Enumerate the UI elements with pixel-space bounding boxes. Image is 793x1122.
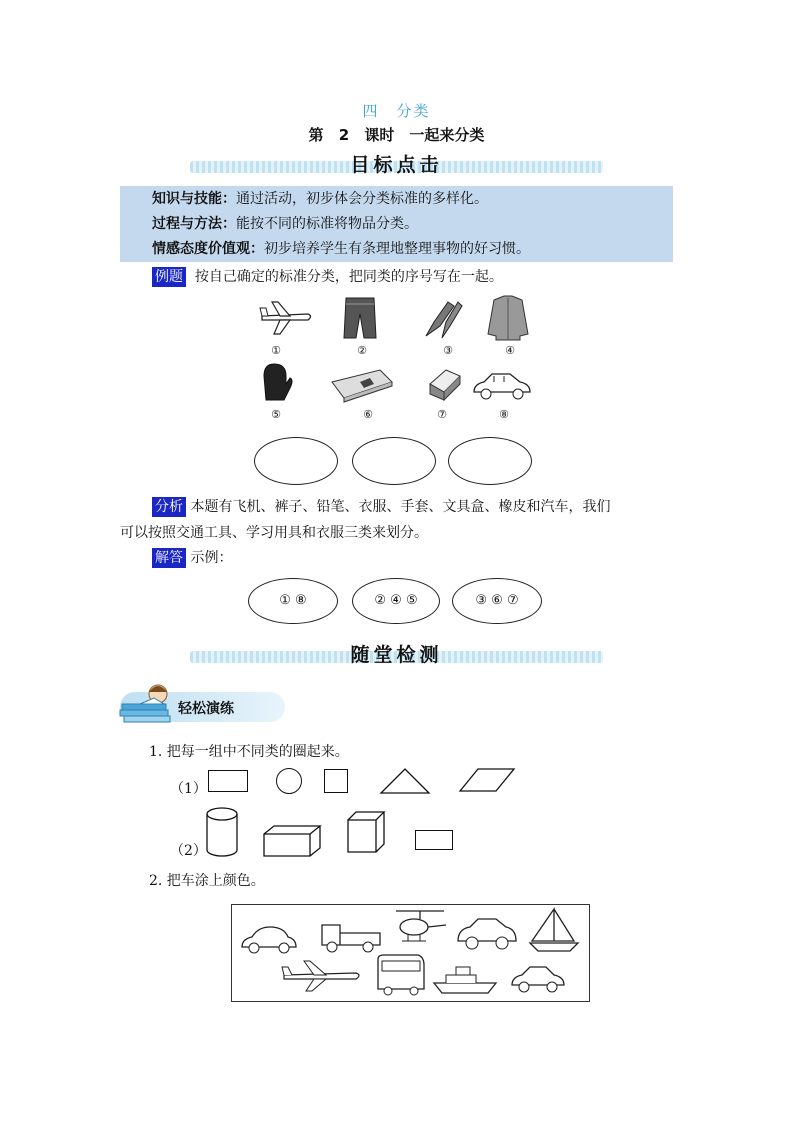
car-icon bbox=[470, 370, 534, 402]
answer-text: 示例： bbox=[190, 550, 233, 566]
helicopter-icon[interactable] bbox=[392, 907, 448, 947]
section-title: 随堂检测 bbox=[350, 644, 443, 666]
item-number: ⑧ bbox=[499, 408, 509, 421]
pants-icon bbox=[342, 296, 378, 342]
analysis-text: 本题有飞机、裤子、铅笔、衣服、手套、文具盒、橡皮和汽车，我们 bbox=[190, 499, 611, 515]
blank-oval bbox=[448, 437, 532, 485]
rectangle-shape[interactable] bbox=[208, 770, 248, 792]
pencils-icon bbox=[420, 296, 464, 342]
item-number: ② bbox=[357, 344, 367, 357]
example-line bbox=[152, 266, 503, 288]
sports-car-icon[interactable] bbox=[456, 915, 518, 953]
goal-label: 知识与技能： bbox=[152, 191, 236, 207]
question-1: 1. 把每一组中不同类的圈起来。 bbox=[149, 744, 349, 760]
item-number: ① bbox=[271, 344, 281, 357]
section-banner-goals bbox=[190, 150, 603, 180]
analysis-line bbox=[152, 496, 682, 518]
goal-item bbox=[152, 214, 418, 234]
triangle-shape[interactable] bbox=[379, 767, 431, 795]
chapter-title: 四 分类 bbox=[362, 102, 431, 120]
answer-oval bbox=[248, 578, 338, 624]
square-shape[interactable] bbox=[324, 769, 348, 793]
pencil-box-icon bbox=[330, 368, 394, 404]
row-label: （1） bbox=[170, 781, 207, 797]
rectangle-shape[interactable] bbox=[415, 830, 453, 850]
cylinder-shape[interactable] bbox=[204, 806, 240, 858]
parallelogram-shape[interactable] bbox=[458, 767, 516, 793]
practice-badge-label: 轻松演练 bbox=[178, 701, 234, 717]
answer-oval bbox=[452, 578, 542, 624]
goal-label: 情感态度价值观： bbox=[152, 241, 264, 257]
analysis-text-cont: 可以按照交通工具、学习用具和衣服三类来划分。 bbox=[120, 525, 428, 541]
row-label: （2） bbox=[170, 843, 207, 859]
answer-group: ① ⑧ bbox=[279, 593, 307, 608]
answer-oval bbox=[352, 578, 440, 624]
cube-shape[interactable] bbox=[346, 810, 386, 854]
reading-child-icon bbox=[118, 680, 180, 726]
goal-item bbox=[152, 239, 530, 259]
item-number: ④ bbox=[505, 344, 515, 357]
example-question: 按自己确定的标准分类，把同类的序号写在一起。 bbox=[194, 269, 503, 285]
goal-label: 过程与方法： bbox=[152, 216, 236, 232]
question-2: 2. 把车涂上颜色。 bbox=[149, 873, 265, 889]
analysis-tag: 分析 bbox=[152, 497, 186, 517]
lesson-title: 第 2 课时 一起来分类 bbox=[308, 126, 485, 144]
answer-group: ③ ⑥ ⑦ bbox=[475, 593, 519, 608]
circle-shape[interactable] bbox=[276, 768, 302, 794]
shirt-icon bbox=[486, 294, 530, 342]
goal-text: 通过活动，初步体会分类标准的多样化。 bbox=[236, 191, 488, 207]
cuboid-shape[interactable] bbox=[262, 824, 322, 858]
item-number: ⑦ bbox=[437, 408, 447, 421]
beetle-car-icon[interactable] bbox=[240, 925, 298, 955]
ship-icon[interactable] bbox=[432, 961, 498, 997]
truck-icon[interactable] bbox=[320, 917, 382, 953]
goal-item bbox=[152, 189, 488, 209]
answer-group: ② ④ ⑤ bbox=[374, 593, 418, 608]
example-tag: 例题 bbox=[152, 267, 186, 287]
answer-tag: 解答 bbox=[152, 548, 186, 568]
sailboat-icon[interactable] bbox=[528, 907, 580, 953]
goals-box bbox=[120, 186, 673, 262]
goal-text: 初步培养学生有条理地整理事物的好习惯。 bbox=[264, 241, 530, 257]
answer-line bbox=[152, 547, 232, 569]
blank-oval bbox=[352, 437, 436, 485]
item-number: ⑥ bbox=[363, 408, 373, 421]
item-number: ⑤ bbox=[271, 408, 281, 421]
van-icon[interactable] bbox=[374, 953, 426, 997]
blank-oval bbox=[254, 437, 338, 485]
goal-text: 能按不同的标准将物品分类。 bbox=[236, 216, 418, 232]
eraser-icon bbox=[424, 364, 464, 404]
glove-icon bbox=[258, 360, 294, 404]
section-banner-check bbox=[190, 640, 603, 670]
section-title: 目标点击 bbox=[350, 154, 443, 176]
item-number: ③ bbox=[443, 344, 453, 357]
airplane-icon bbox=[258, 298, 314, 338]
vehicle-picture-box bbox=[231, 904, 590, 1002]
small-car-icon[interactable] bbox=[510, 965, 566, 995]
airliner-icon[interactable] bbox=[280, 957, 364, 993]
